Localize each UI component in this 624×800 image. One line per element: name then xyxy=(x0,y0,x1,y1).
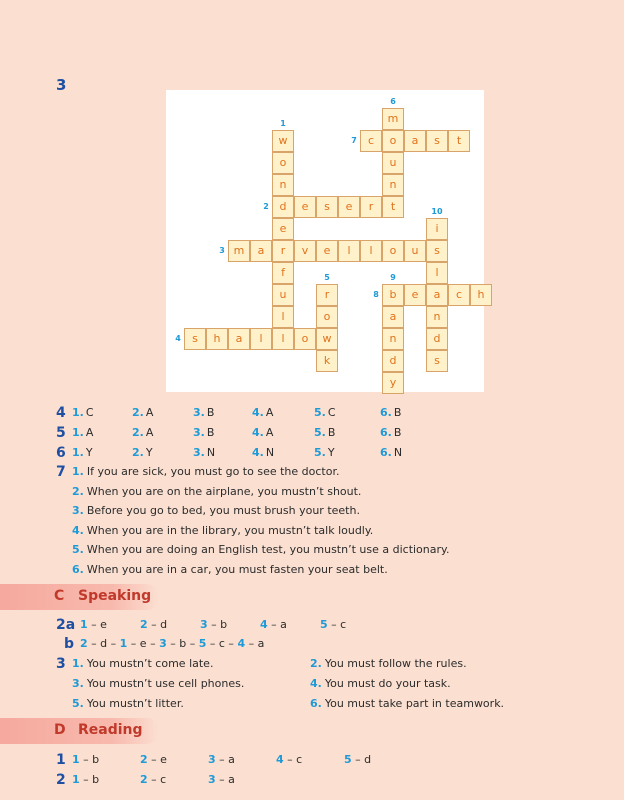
match-item xyxy=(344,751,371,769)
crossword-cell: e xyxy=(316,240,338,262)
sentence-item xyxy=(72,695,184,713)
crossword-cell: w xyxy=(316,328,338,350)
match-item xyxy=(208,771,235,789)
dash: – xyxy=(327,618,341,631)
item-number: 1. xyxy=(72,446,84,459)
sequence-item: a xyxy=(257,637,265,650)
answer-row-5 xyxy=(56,424,456,442)
item-number: 3. xyxy=(72,504,84,517)
sentence-text: You must take part in teamwork. xyxy=(324,697,505,710)
sentence-item xyxy=(72,522,373,540)
item-number: 2 xyxy=(140,618,148,631)
item-number: 2. xyxy=(72,484,84,498)
item-number: 2 xyxy=(140,753,148,766)
item-number: 3 xyxy=(208,753,216,766)
crossword-cell: o xyxy=(272,152,294,174)
item-number: 5. xyxy=(72,543,84,556)
crossword-cell: i xyxy=(426,218,448,240)
match-item xyxy=(72,771,99,789)
item-answer: A xyxy=(145,426,154,439)
crossword-cell: a xyxy=(382,306,404,328)
crossword-cell: n xyxy=(426,306,448,328)
sentence-item xyxy=(72,655,213,673)
question-number: 7 xyxy=(56,464,66,480)
sentence-item xyxy=(310,655,467,673)
item-number: 4. xyxy=(72,523,84,537)
crossword-cell: l xyxy=(338,240,360,262)
crossword-cell: a xyxy=(426,284,448,306)
crossword-cell: e xyxy=(272,218,294,240)
dash: – xyxy=(215,773,229,786)
item-answer: a xyxy=(280,618,287,631)
item-number: 5 xyxy=(344,753,352,766)
answer-item xyxy=(252,404,273,422)
dash: – xyxy=(267,618,281,631)
crossword-cell: t xyxy=(382,196,404,218)
sentence-text: When you are doing an English test, you mustn’t use a dictionary. xyxy=(86,543,450,556)
crossword-cell: a xyxy=(228,328,250,350)
item-number: 3. xyxy=(193,446,205,459)
dash: – xyxy=(186,637,199,650)
crossword-cell: o xyxy=(382,240,404,262)
dash: – xyxy=(87,618,101,631)
item-answer: d xyxy=(364,753,372,766)
item-answer: e xyxy=(100,618,107,631)
dash: – xyxy=(245,637,258,650)
item-number: 3. xyxy=(193,426,205,439)
answer-item xyxy=(314,424,335,442)
item-number: 2 xyxy=(140,773,148,786)
item-answer: A xyxy=(85,426,94,439)
sequence-item: 3 xyxy=(159,637,167,650)
answer-item xyxy=(380,424,401,442)
crossword-cell: c xyxy=(448,284,470,306)
crossword-cell: s xyxy=(426,240,448,262)
item-answer: Y xyxy=(145,446,153,459)
item-number: 1 xyxy=(72,773,80,786)
clue-number: 2 xyxy=(263,202,269,211)
sentence-item xyxy=(72,502,360,520)
match-item xyxy=(140,616,167,634)
dash: – xyxy=(351,753,365,766)
crossword-cell: m xyxy=(382,108,404,130)
item-number: 4. xyxy=(252,446,264,459)
item-answer: Y xyxy=(327,446,335,459)
crossword-cell: d xyxy=(272,196,294,218)
item-number: 2. xyxy=(132,406,144,419)
answer-item xyxy=(252,444,274,462)
exercise-number: 3 xyxy=(56,76,67,94)
crossword-cell: m xyxy=(228,240,250,262)
item-number: 5. xyxy=(72,697,84,710)
crossword-cell: s xyxy=(316,196,338,218)
item-answer: N xyxy=(206,446,216,459)
item-answer: B xyxy=(206,406,215,419)
crossword-cell: l xyxy=(250,328,272,350)
sentence-item xyxy=(72,541,449,559)
sentence-item xyxy=(72,675,244,693)
item-number: 4 xyxy=(260,618,268,631)
item-number: 5. xyxy=(314,406,326,419)
speaking-2a xyxy=(56,616,596,634)
item-answer: B xyxy=(327,426,336,439)
item-number: 2. xyxy=(132,426,144,439)
item-answer: d xyxy=(160,618,168,631)
section-title: Reading xyxy=(78,722,143,738)
dash: – xyxy=(147,618,161,631)
answer-item xyxy=(193,444,215,462)
item-number: 5 xyxy=(320,618,328,631)
match-item xyxy=(200,616,227,634)
speaking-2b xyxy=(56,635,596,653)
crossword-cell: l xyxy=(426,262,448,284)
sentence-text: When you are in the library, you mustn’t talk loudly. xyxy=(86,523,374,537)
speaking-3 xyxy=(56,655,596,715)
sequence-item: 5 xyxy=(198,637,207,650)
dash: – xyxy=(207,618,221,631)
sentence-item xyxy=(72,561,388,579)
question-number: 2 xyxy=(56,772,66,788)
question-number: 6 xyxy=(56,445,66,461)
match-item xyxy=(80,616,107,634)
match-item xyxy=(140,771,166,789)
match-item xyxy=(208,751,235,769)
sequence-item: 1 xyxy=(119,637,128,650)
answer-item xyxy=(72,424,93,442)
section-letter: D xyxy=(54,722,66,738)
item-answer: c xyxy=(340,618,347,631)
item-number: 1 xyxy=(80,618,88,631)
dash: – xyxy=(166,637,180,650)
sequence-item: 4 xyxy=(237,637,246,650)
dash: – xyxy=(206,637,219,650)
answers-7 xyxy=(56,463,596,583)
crossword-cell: a xyxy=(250,240,272,262)
item-answer: B xyxy=(206,426,215,439)
item-number: 1 xyxy=(72,753,80,766)
sequence-item: b xyxy=(179,637,187,650)
answer-item xyxy=(380,404,401,422)
answer-item xyxy=(252,424,273,442)
item-number: 3. xyxy=(193,406,205,419)
sentence-text: You mustn’t come late. xyxy=(86,657,214,670)
crossword-cell: s xyxy=(426,350,448,372)
item-number: 6. xyxy=(380,426,392,439)
section-letter: C xyxy=(54,588,65,604)
question-number: 1 xyxy=(56,752,66,768)
crossword-cell: k xyxy=(316,350,338,372)
sentence-item xyxy=(72,463,339,481)
item-answer: C xyxy=(85,406,94,419)
dash: – xyxy=(127,637,140,650)
item-number: 4. xyxy=(310,677,322,690)
item-answer: C xyxy=(327,406,336,419)
item-number: 4. xyxy=(252,426,264,439)
sequence xyxy=(80,635,264,653)
match-item xyxy=(140,751,167,769)
match-item xyxy=(320,616,346,634)
crossword-cell: o xyxy=(294,328,316,350)
item-number: 4. xyxy=(252,406,264,419)
answer-item xyxy=(72,404,94,422)
answer-item xyxy=(314,404,336,422)
question-number: 2a xyxy=(56,617,76,633)
crossword-cell: u xyxy=(382,152,404,174)
crossword-cell: v xyxy=(294,240,316,262)
sentence-item xyxy=(72,483,361,501)
sentence-item xyxy=(310,675,451,693)
crossword-cell: l xyxy=(360,240,382,262)
section-title: Speaking xyxy=(78,588,152,604)
sentence-text: You must do your task. xyxy=(324,677,451,690)
item-number: 1. xyxy=(72,426,84,439)
question-number: b xyxy=(64,636,75,652)
dash: – xyxy=(79,753,93,766)
answer-item xyxy=(132,404,153,422)
answer-row-6 xyxy=(56,444,456,462)
item-answer: N xyxy=(265,446,275,459)
sentence-item xyxy=(310,695,504,713)
sentence-text: You mustn’t litter. xyxy=(86,697,184,710)
match-item xyxy=(260,616,287,634)
crossword-cell: n xyxy=(382,328,404,350)
item-number: 1. xyxy=(72,406,84,419)
item-number: 6. xyxy=(72,562,84,576)
item-answer: b xyxy=(92,773,100,786)
reading-1 xyxy=(56,751,596,769)
dash: – xyxy=(107,637,120,650)
item-number: 2. xyxy=(132,446,144,459)
item-number: 2. xyxy=(310,657,322,670)
question-number: 4 xyxy=(56,405,66,421)
item-answer: a xyxy=(228,753,235,766)
clue-number: 3 xyxy=(219,246,225,255)
crossword-cell: e xyxy=(338,196,360,218)
answer-item xyxy=(193,404,214,422)
crossword-cell: o xyxy=(316,306,338,328)
item-answer: a xyxy=(228,773,235,786)
clue-number: 8 xyxy=(373,290,379,299)
crossword-cell: n xyxy=(272,174,294,196)
sequence-item: e xyxy=(139,637,147,650)
crossword-cell: e xyxy=(404,284,426,306)
dash: – xyxy=(224,637,238,650)
answer-item xyxy=(314,444,335,462)
item-answer: A xyxy=(145,406,154,419)
crossword-cell: u xyxy=(404,240,426,262)
item-number: 5. xyxy=(314,426,326,439)
crossword-cell: u xyxy=(272,284,294,306)
crossword-cell: y xyxy=(382,372,404,394)
item-number: 6. xyxy=(310,697,322,710)
answer-row-4 xyxy=(56,404,456,422)
crossword-cell: t xyxy=(448,130,470,152)
item-answer: b xyxy=(220,618,228,631)
crossword-cell: b xyxy=(382,284,404,306)
item-number: 6. xyxy=(380,406,392,419)
question-number: 3 xyxy=(56,656,66,672)
sequence-item: 2 xyxy=(80,637,88,650)
answer-item xyxy=(193,424,214,442)
section-c-header xyxy=(0,584,160,610)
sentence-text: Before you go to bed, you must brush your teeth. xyxy=(86,504,360,517)
item-answer: A xyxy=(265,406,274,419)
item-answer: B xyxy=(393,406,402,419)
crossword-cell: l xyxy=(272,306,294,328)
crossword-cell: e xyxy=(294,196,316,218)
answer-item xyxy=(380,444,402,462)
crossword-cell: l xyxy=(272,328,294,350)
answer-item xyxy=(72,444,93,462)
crossword-cell: r xyxy=(360,196,382,218)
crossword-cell: r xyxy=(316,284,338,306)
match-item xyxy=(276,751,302,769)
item-answer: c xyxy=(160,773,167,786)
reading-2 xyxy=(56,771,596,789)
item-answer: A xyxy=(265,426,274,439)
sequence-item: c xyxy=(218,637,225,650)
crossword-cell: h xyxy=(206,328,228,350)
sentence-text: When you are on the airplane, you mustn’t shout. xyxy=(86,484,362,498)
dash: – xyxy=(283,753,297,766)
sequence-item: d xyxy=(100,637,108,650)
crossword-cell: d xyxy=(426,328,448,350)
answer-item xyxy=(132,444,153,462)
crossword-grid xyxy=(166,90,484,392)
item-answer: e xyxy=(160,753,167,766)
crossword-cell: c xyxy=(360,130,382,152)
crossword-cell: a xyxy=(404,130,426,152)
item-answer: B xyxy=(393,426,402,439)
crossword-cell: h xyxy=(470,284,492,306)
sentence-text: When you are in a car, you must fasten your seat belt. xyxy=(86,562,388,576)
clue-number: 1 xyxy=(280,119,286,128)
sentence-text: If you are sick, you must go to see the doctor. xyxy=(86,465,340,478)
crossword-cell: n xyxy=(382,174,404,196)
item-number: 1. xyxy=(72,657,84,670)
clue-number: 6 xyxy=(390,97,396,106)
clue-number: 4 xyxy=(175,334,181,343)
item-number: 1. xyxy=(72,465,84,478)
item-answer: Y xyxy=(85,446,93,459)
item-number: 5. xyxy=(314,446,326,459)
item-answer: c xyxy=(296,753,303,766)
dash: – xyxy=(79,773,93,786)
answer-item xyxy=(132,424,153,442)
dash: – xyxy=(147,753,161,766)
item-number: 3 xyxy=(208,773,216,786)
question-number: 5 xyxy=(56,425,66,441)
crossword-cell: f xyxy=(272,262,294,284)
item-number: 3 xyxy=(200,618,208,631)
clue-number: 9 xyxy=(390,273,396,282)
clue-number: 10 xyxy=(431,207,443,216)
crossword-cell: w xyxy=(272,130,294,152)
dash: – xyxy=(87,637,101,650)
crossword-cell: s xyxy=(426,130,448,152)
dash: – xyxy=(215,753,229,766)
crossword-cell: d xyxy=(382,350,404,372)
clue-number: 7 xyxy=(351,136,357,145)
item-number: 3. xyxy=(72,677,84,690)
clue-number: 5 xyxy=(324,273,330,282)
section-d-header xyxy=(0,718,160,744)
item-number: 4 xyxy=(276,753,284,766)
sentence-text: You mustn’t use cell phones. xyxy=(86,677,245,690)
item-answer: N xyxy=(393,446,403,459)
item-answer: b xyxy=(92,753,100,766)
item-number: 6. xyxy=(380,446,392,459)
crossword-cell: r xyxy=(272,240,294,262)
dash: – xyxy=(147,773,161,786)
sentence-text: You must follow the rules. xyxy=(324,657,467,670)
match-item xyxy=(72,751,99,769)
crossword-cell: s xyxy=(184,328,206,350)
dash: – xyxy=(146,637,160,650)
crossword-cell: o xyxy=(382,130,404,152)
